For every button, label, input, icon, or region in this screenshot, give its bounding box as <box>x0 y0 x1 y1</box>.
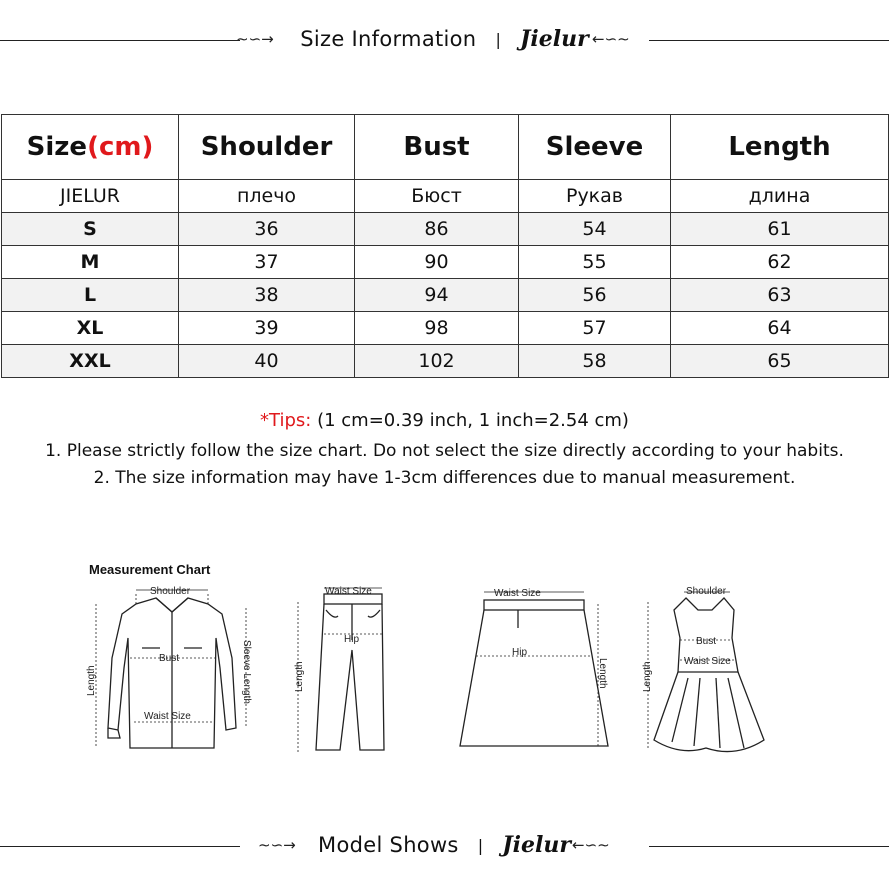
table-cell: 64 <box>671 312 889 345</box>
table-cell: 58 <box>519 345 671 378</box>
table-cell: 36 <box>179 213 355 246</box>
size-cell: S <box>2 213 179 246</box>
skirt-length-label: Length <box>597 658 608 689</box>
dress-shoulder-label: Shoulder <box>686 586 727 597</box>
skirt-waist-label: Waist Size <box>494 588 541 599</box>
table-cell: 54 <box>519 213 671 246</box>
table-cell: 94 <box>355 279 519 312</box>
shirt-waist-label: Waist Size <box>144 711 191 722</box>
tips-conversion: (1 cm=0.39 inch, 1 inch=2.54 cm) <box>311 410 629 431</box>
header-size-unit: (cm) <box>87 132 154 162</box>
pants-length-label: Length <box>294 661 305 692</box>
subheader-cell: JIELUR <box>2 180 179 213</box>
table-cell: 55 <box>519 246 671 279</box>
pants-diagram <box>286 580 396 760</box>
size-cell: M <box>2 246 179 279</box>
table-cell: 40 <box>179 345 355 378</box>
table-cell: 39 <box>179 312 355 345</box>
subheader-cell: Бюст <box>355 180 519 213</box>
header-size-label: Size <box>26 132 88 162</box>
table-cell: 102 <box>355 345 519 378</box>
header-length: Length <box>671 115 889 180</box>
subheader-cell: длина <box>671 180 889 213</box>
pants-waist-label: Waist Size <box>325 586 372 597</box>
measurement-chart-title: Measurement Chart <box>89 562 211 577</box>
table-cell: 62 <box>671 246 889 279</box>
dress-bust-label: Bust <box>696 636 717 647</box>
banner-rule-right <box>649 846 889 847</box>
brand-logo: Jielur <box>520 26 589 52</box>
shirt-sleeve-label: Sleeve Length <box>241 640 252 704</box>
dress-waist-label: Waist Size <box>684 656 731 667</box>
banner-rule-right <box>649 40 889 41</box>
table-row <box>2 246 889 279</box>
shirt-illustration <box>84 578 264 758</box>
banner-title: Model Shows <box>318 833 459 857</box>
table-cell: 63 <box>671 279 889 312</box>
size-cell: XL <box>2 312 179 345</box>
header-shoulder: Shoulder <box>179 115 355 180</box>
skirt-hip-label: Hip <box>512 647 528 658</box>
skirt-illustration <box>454 580 614 760</box>
header-bust: Bust <box>355 115 519 180</box>
table-row <box>2 279 889 312</box>
table-cell: 90 <box>355 246 519 279</box>
table-cell: 86 <box>355 213 519 246</box>
table-subheader-row <box>2 180 889 213</box>
tips-line <box>0 410 889 431</box>
table-row <box>2 345 889 378</box>
table-header-row <box>2 115 889 180</box>
table-cell: 57 <box>519 312 671 345</box>
shirt-diagram <box>84 578 264 758</box>
brand-logo: Jielur <box>502 832 571 858</box>
header-sleeve: Sleeve <box>519 115 671 180</box>
table-cell: 98 <box>355 312 519 345</box>
swirl-ornament-left: ∼∽→ <box>258 836 296 854</box>
table-cell: 56 <box>519 279 671 312</box>
table-cell: 37 <box>179 246 355 279</box>
table-cell: 61 <box>671 213 889 246</box>
shirt-shoulder-label: Shoulder <box>150 586 191 597</box>
note-line-1: 1. Please strictly follow the size chart. Do not select the size directly according to your habits. <box>45 441 844 461</box>
size-cell: L <box>2 279 179 312</box>
note-line-2: 2. The size information may have 1-3cm differences due to manual measurement. <box>93 468 796 488</box>
dress-length-label: Length <box>642 661 653 692</box>
table-row <box>2 213 889 246</box>
dress-diagram <box>640 580 780 760</box>
swirl-ornament-left: ∼∽→ <box>236 30 274 48</box>
top-banner <box>0 20 889 60</box>
pants-illustration <box>286 580 396 760</box>
bottom-banner <box>0 826 889 866</box>
size-cell: XXL <box>2 345 179 378</box>
swirl-ornament-right: ←∽∼ <box>592 30 630 48</box>
pants-hip-label: Hip <box>344 634 360 645</box>
dress-illustration <box>640 580 780 760</box>
size-table <box>1 114 889 378</box>
banner-title: Size Information <box>300 27 477 51</box>
table-cell: 65 <box>671 345 889 378</box>
shirt-length-label: Length <box>86 665 97 696</box>
subheader-cell: Рукав <box>519 180 671 213</box>
table-cell: 38 <box>179 279 355 312</box>
swirl-ornament-right: ←∽∼ <box>572 836 610 854</box>
tips-label: *Tips: <box>260 410 312 431</box>
shirt-bust-label: Bust <box>159 653 180 664</box>
table-row <box>2 312 889 345</box>
banner-separator: | <box>477 836 484 855</box>
subheader-cell: плечо <box>179 180 355 213</box>
banner-separator: | <box>495 30 501 49</box>
skirt-diagram <box>454 580 614 760</box>
header-size <box>2 115 179 180</box>
